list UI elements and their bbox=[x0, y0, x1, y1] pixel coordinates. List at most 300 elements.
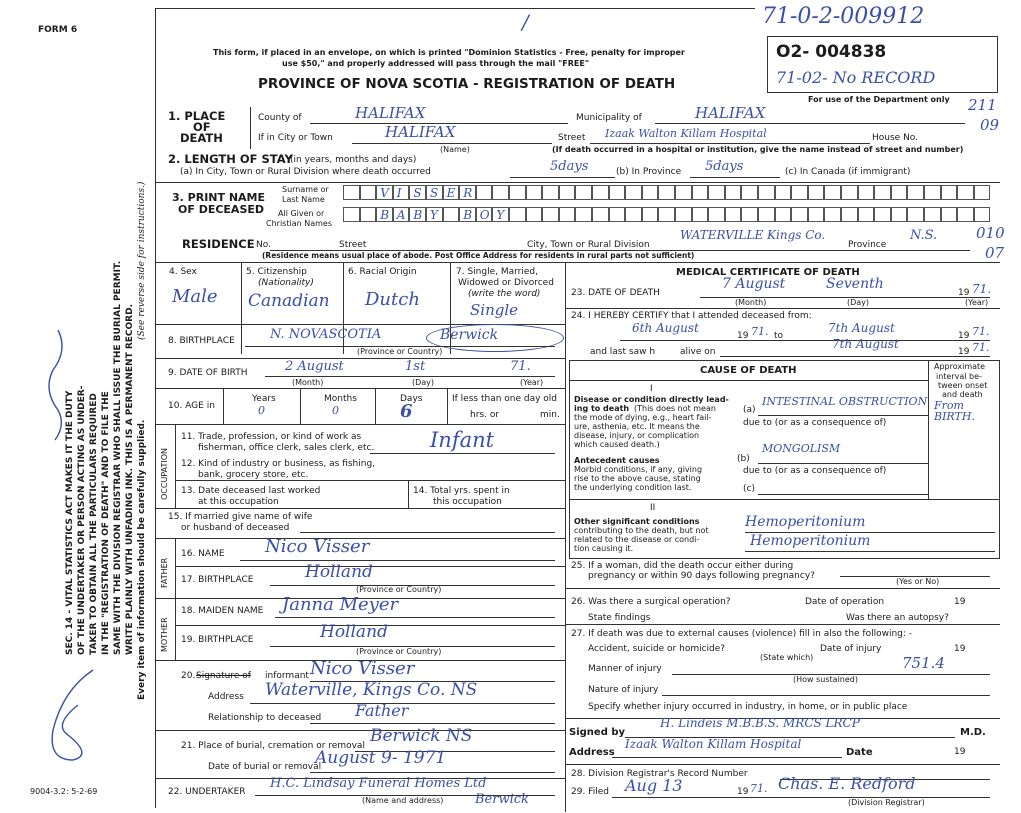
disease-label-5: ure, asthenia, etc. It means the bbox=[574, 422, 700, 431]
stay-province-value: 5days bbox=[705, 159, 744, 174]
dob-year-value: 71. bbox=[510, 359, 531, 374]
surname-label-1: Surname or bbox=[282, 185, 329, 194]
municipality-value: HALIFAX bbox=[695, 104, 766, 122]
approx-3: tween onset bbox=[938, 381, 988, 390]
form-code: 9004-3.2: 5-2-69 bbox=[30, 787, 98, 796]
pregnancy-caption: (Yes or No) bbox=[896, 577, 940, 586]
burial-date-value: August 9- 1971 bbox=[315, 748, 447, 768]
stay-city-value: 5days bbox=[550, 159, 589, 174]
attended-to-value: 7th August bbox=[828, 321, 895, 335]
name-letter-box bbox=[775, 207, 792, 222]
record-number-label: 28. Division Registrar's Record Number bbox=[571, 769, 748, 779]
address-value: Izaak Walton Killam Hospital bbox=[625, 737, 802, 751]
cause-c-label: (c) bbox=[743, 484, 755, 494]
informant-label-prefix: 20. bbox=[181, 671, 196, 681]
place-bracket bbox=[250, 107, 251, 149]
cause-b-label: (b) bbox=[737, 454, 750, 464]
marital-label-2: Widowed or Divorced bbox=[458, 278, 554, 288]
top-handwritten-number: 71-0-2-009912 bbox=[762, 4, 925, 29]
pregnancy-label-2: pregnancy or within 90 days following pregnancy? bbox=[588, 571, 815, 581]
age-days-label: Days bbox=[400, 394, 423, 404]
lt-day-hrs: hrs. or bbox=[470, 410, 500, 420]
name-letter-box bbox=[808, 207, 825, 222]
birthplace-caption: (Province or Country) bbox=[357, 347, 443, 356]
name-letter-box bbox=[360, 207, 377, 222]
name-letter-box bbox=[725, 207, 742, 222]
dod-nineteen: 19 bbox=[958, 288, 970, 298]
reverse-side-note: (See reverse side for instructions.) bbox=[137, 181, 147, 340]
name-letter-box bbox=[642, 207, 659, 222]
name-letter-box bbox=[924, 207, 941, 222]
code-010: 010 bbox=[976, 224, 1005, 242]
age-years-value: 0 bbox=[258, 404, 265, 417]
age-vline-2 bbox=[300, 388, 301, 424]
name-letter-box bbox=[957, 207, 974, 222]
divider-24-top bbox=[565, 308, 1000, 309]
name-letter-box bbox=[692, 207, 709, 222]
residence-city-value: WATERVILLE Kings Co. bbox=[680, 228, 826, 242]
divider-15-top bbox=[155, 508, 565, 509]
relationship-line bbox=[310, 723, 555, 724]
sex-value: Male bbox=[172, 286, 218, 307]
name-letter: Y bbox=[430, 208, 438, 222]
name-letter-box bbox=[658, 207, 675, 222]
name-letter-box bbox=[858, 185, 875, 200]
name-letter-box bbox=[957, 185, 974, 200]
name-letter-box bbox=[708, 207, 725, 222]
nature-line bbox=[662, 695, 990, 696]
occ-11-line bbox=[370, 453, 555, 454]
name-letter-box bbox=[874, 185, 891, 200]
name-label-1: 3. PRINT NAME bbox=[172, 191, 266, 204]
cause-a-label: (a) bbox=[743, 405, 756, 415]
undertaker-value: H.C. Lindsay Funeral Homes Ltd bbox=[270, 776, 487, 791]
occ-14-label-1: 14. Total yrs. spent in bbox=[413, 486, 510, 496]
name-letter-box bbox=[891, 185, 908, 200]
residence-province-label: Province bbox=[848, 240, 887, 250]
name-letter: S bbox=[430, 186, 439, 200]
dod-year-value: 71. bbox=[972, 282, 992, 296]
mother-name-value: Janna Meyer bbox=[282, 594, 399, 615]
cause-title-underline bbox=[569, 380, 928, 381]
cause-b-value: MONGOLISM bbox=[762, 442, 841, 455]
notice-line-2: use $50," and properly addressed will pass through the mail "FREE" bbox=[282, 59, 589, 68]
date-label: Date bbox=[846, 747, 873, 758]
name-letter-box bbox=[692, 185, 709, 200]
dob-label: 9. DATE OF BIRTH bbox=[168, 368, 248, 378]
date-injury-label: Date of injury bbox=[820, 644, 882, 654]
name-letter: R bbox=[463, 186, 473, 200]
roman-one: I bbox=[650, 384, 653, 394]
attended-line bbox=[620, 340, 990, 341]
age-vline-3 bbox=[375, 388, 376, 424]
other-line-2 bbox=[745, 551, 995, 552]
mother-name-line bbox=[275, 617, 555, 618]
occ-11-label-2: fisherman, office clerk, sales clerk, etc. bbox=[198, 443, 375, 453]
name-letter-box bbox=[592, 207, 609, 222]
house-no-label: House No. bbox=[872, 133, 919, 143]
mother-bp-value: Holland bbox=[320, 622, 388, 642]
citizenship-value: Canadian bbox=[248, 291, 330, 311]
divider-registrar-top bbox=[565, 764, 1000, 765]
name-letter-box bbox=[542, 207, 559, 222]
last-saw-19: 19 bbox=[958, 347, 970, 357]
street-value: Izaak Walton Killam Hospital bbox=[605, 127, 767, 140]
occ-11-label-1: 11. Trade, profession, or kind of work as bbox=[181, 432, 362, 442]
sec14-text-3: TAKER TO OBTAIN ALL THE PARTICULARS REQUIRED bbox=[89, 393, 99, 655]
supply-note: Every item of information should be carefully supplied. bbox=[137, 419, 147, 700]
stay-canada-label: (c) In Canada (if immigrant) bbox=[785, 167, 911, 177]
code-07: 07 bbox=[985, 244, 1005, 262]
sec14-text-2: OF THE UNDERTAKER OR PERSON ACTING AS UNDER- bbox=[77, 385, 87, 655]
dod-month-caption: (Month) bbox=[735, 298, 767, 307]
divider-27-top bbox=[565, 624, 1000, 625]
name-letter-box bbox=[741, 185, 758, 200]
date-operation-label: Date of operation bbox=[805, 597, 885, 607]
name-letter-box bbox=[758, 207, 775, 222]
disease-label-3: (This does not mean bbox=[634, 404, 716, 413]
informant-address-value: Waterville, Kings Co. NS bbox=[265, 680, 478, 700]
name-letter-box bbox=[824, 185, 841, 200]
informant-label: informant bbox=[265, 671, 309, 681]
name-letter-box bbox=[592, 185, 609, 200]
address-label: Address bbox=[569, 747, 615, 758]
name-letter-box bbox=[941, 185, 958, 200]
alive-on-label: alive on bbox=[680, 347, 716, 357]
name-letter-box bbox=[841, 207, 858, 222]
divider-26-top bbox=[565, 588, 1000, 589]
age-days-value: 6 bbox=[400, 401, 413, 422]
code-211: 211 bbox=[968, 96, 997, 114]
divider-burial-top bbox=[155, 730, 565, 731]
last-saw-year: 71. bbox=[972, 341, 990, 354]
name-letter-box bbox=[658, 185, 675, 200]
name-letter-box bbox=[741, 207, 758, 222]
dob-month-caption: (Month) bbox=[292, 378, 324, 387]
form-label: FORM 6 bbox=[38, 25, 78, 35]
name-letter: E bbox=[446, 186, 456, 200]
sec14-text-5: SAME WITH THE DIVISION REGISTRAR WHO SHALL ISSUE THE BURIAL PERMIT. bbox=[113, 260, 123, 655]
divider-age-top bbox=[155, 388, 565, 389]
father-side-label: FATHER bbox=[160, 557, 169, 588]
date-19: 19 bbox=[954, 747, 966, 757]
name-letter-box bbox=[559, 207, 576, 222]
disease-label-6: disease, injury, or complication bbox=[574, 431, 700, 440]
dob-year-caption: (Year) bbox=[520, 378, 544, 387]
sec14-text-4: IN THE "REGISTRATION OF DEATH" AND TO FILE THE bbox=[101, 391, 111, 655]
father-side-vline bbox=[175, 538, 176, 598]
place-label-1: 1. PLACE bbox=[168, 109, 226, 123]
informant-address-label: Address bbox=[208, 692, 244, 702]
name-letter-box bbox=[476, 185, 493, 200]
surgery-label: 26. Was there a surgical operation? bbox=[571, 597, 731, 607]
cause-b-line bbox=[758, 463, 928, 464]
father-name-line bbox=[240, 560, 555, 561]
roman-two: II bbox=[650, 503, 656, 513]
filed-19: 19 bbox=[737, 787, 749, 797]
name-letter-box bbox=[974, 185, 991, 200]
stay-province-line bbox=[690, 177, 780, 178]
citizenship-label-1: 5. Citizenship bbox=[246, 267, 307, 277]
dob-day-value: 1st bbox=[405, 359, 426, 374]
how-sustained-caption: (How sustained) bbox=[793, 675, 858, 684]
age-vline-1 bbox=[223, 388, 224, 424]
dod-day-value: Seventh bbox=[826, 276, 884, 292]
age-months-label: Months bbox=[324, 394, 357, 404]
name-letter-box bbox=[791, 185, 808, 200]
undertaker-label: 22. UNDERTAKER bbox=[168, 787, 246, 797]
burial-place-label: 21. Place of burial, cremation or removal bbox=[181, 741, 365, 751]
dob-month-value: 2 August bbox=[285, 359, 344, 374]
name-letter: V bbox=[380, 186, 389, 200]
date-operation-19: 19 bbox=[954, 597, 966, 607]
name-letter: B bbox=[380, 208, 390, 222]
spouse-label-2: or husband of deceased bbox=[181, 523, 290, 533]
age-vline-4 bbox=[447, 388, 448, 424]
surname-label-2: Last Name bbox=[282, 195, 325, 204]
nature-label: Nature of injury bbox=[588, 685, 659, 695]
undertaker-caption: (Name and address) bbox=[362, 796, 444, 805]
other-label-2: contributing to the death, but not bbox=[574, 526, 709, 535]
other-label-1: Other significant conditions bbox=[574, 517, 700, 526]
name-letter-box bbox=[609, 207, 626, 222]
dod-month-value: 7 August bbox=[722, 276, 786, 292]
other-value-1: Hemoperitonium bbox=[745, 514, 866, 530]
dob-line bbox=[265, 376, 555, 377]
top-border bbox=[155, 8, 755, 9]
filed-label: 29. Filed bbox=[571, 787, 609, 797]
disease-label-4: the mode of dying, e.g., heart fail- bbox=[574, 413, 712, 422]
lt-day-label: If less than one day old bbox=[452, 394, 558, 404]
name-letter-box bbox=[559, 185, 576, 200]
name-letter-box bbox=[526, 185, 543, 200]
birthplace-town-value: Berwick bbox=[440, 327, 499, 343]
dod-year-caption: (Year) bbox=[965, 298, 989, 307]
occ-14-vline bbox=[408, 480, 409, 508]
city-line bbox=[352, 143, 552, 144]
mother-bp-label: 19. BIRTHPLACE bbox=[181, 635, 254, 645]
father-bp-value: Holland bbox=[305, 562, 373, 582]
mother-side-label: MOTHER bbox=[160, 617, 169, 652]
burial-place-value: Berwick NS bbox=[370, 726, 473, 746]
attended-label: 24. I HEREBY CERTIFY that I attended deceased from: bbox=[571, 311, 812, 321]
name-label-2: OF DECEASED bbox=[178, 203, 265, 216]
county-label: County of bbox=[258, 113, 302, 123]
margin-handwritten-marks bbox=[18, 330, 98, 770]
racial-value: Dutch bbox=[365, 289, 420, 310]
marital-label-3: (write the word) bbox=[468, 289, 541, 299]
registration-number-handwritten: 71-02- No RECORD bbox=[776, 68, 936, 87]
name-letter-box bbox=[625, 207, 642, 222]
city-value: HALIFAX bbox=[385, 123, 456, 141]
md-label: M.D. bbox=[960, 727, 986, 738]
burial-date-line bbox=[310, 772, 555, 773]
vline-sex bbox=[241, 262, 242, 354]
medical-title: MEDICAL CERTIFICATE OF DEATH bbox=[676, 267, 860, 278]
last-saw-value: 7th August bbox=[832, 337, 899, 351]
name-letter: A bbox=[396, 208, 406, 222]
filed-value: Aug 13 bbox=[625, 776, 683, 795]
name-letter-box bbox=[509, 207, 526, 222]
informant-name-value: Nico Visser bbox=[310, 658, 415, 679]
occ-12-label-2: bank, grocery store, etc. bbox=[198, 470, 309, 480]
divider-occ-13 bbox=[175, 480, 565, 481]
name-letter: I bbox=[396, 186, 402, 200]
dob-day-caption: (Day) bbox=[412, 378, 435, 387]
municipality-line bbox=[655, 123, 965, 124]
name-letter-box bbox=[609, 185, 626, 200]
approx-1: Approximate bbox=[934, 362, 986, 371]
approx-2: interval be- bbox=[936, 372, 982, 381]
sec14-text-1: SEC. 14 - VITAL STATISTICS ACT MAKES IT THE DUTY bbox=[65, 390, 75, 655]
divider-occupation-top bbox=[155, 424, 565, 425]
occ-13-label-2: at this occupation bbox=[198, 497, 279, 507]
informant-label-struck: Signature of bbox=[196, 671, 251, 681]
given-label-2: Christian Names bbox=[266, 219, 332, 228]
antecedent-label-1: Antecedent causes bbox=[574, 456, 660, 465]
other-label-4: tion causing it. bbox=[574, 544, 634, 553]
place-label-2: OF bbox=[193, 120, 211, 134]
form-title: PROVINCE OF NOVA SCOTIA - REGISTRATION OF DEATH bbox=[258, 76, 676, 92]
length-of-stay-label: 2. LENGTH OF STAY bbox=[168, 152, 293, 166]
given-label-1: All Given or bbox=[278, 209, 325, 218]
burial-date-label: Date of burial or removal bbox=[208, 762, 322, 772]
attended-to-label: to bbox=[774, 331, 784, 341]
tick-mark: / bbox=[522, 10, 529, 34]
name-letter-box bbox=[675, 207, 692, 222]
cause-b-due: due to (or as a consequence of) bbox=[743, 466, 887, 476]
name-letter-box bbox=[343, 207, 360, 222]
mother-bp-caption: (Province or Country) bbox=[356, 647, 442, 656]
state-findings-label: State findings bbox=[588, 613, 651, 623]
external-cause-label: 27. If death was due to external causes (violence) fill in also the following: - bbox=[571, 629, 913, 639]
occ-14-label-2: this occupation bbox=[433, 497, 502, 507]
name-letter-box bbox=[907, 207, 924, 222]
registrar-caption: (Division Registrar) bbox=[848, 798, 925, 807]
name-letter-box bbox=[941, 207, 958, 222]
name-letter-box bbox=[443, 207, 460, 222]
name-letter-box bbox=[824, 207, 841, 222]
birthplace-value: N. NOVASCOTIA bbox=[270, 327, 382, 342]
name-letter-box bbox=[874, 207, 891, 222]
age-months-value: 0 bbox=[332, 404, 339, 417]
divider-name-top bbox=[155, 182, 1000, 183]
signed-value: H. Lindeis M.B.B.S. MRCS LRCP bbox=[660, 716, 860, 730]
city-name-caption: (Name) bbox=[440, 145, 470, 154]
residence-no-label: No. bbox=[256, 240, 271, 250]
municipality-label: Municipality of bbox=[576, 113, 642, 123]
county-value: HALIFAX bbox=[355, 104, 426, 122]
mother-name-label: 18. MAIDEN NAME bbox=[181, 606, 264, 616]
occ-13-label-1: 13. Date deceased last worked bbox=[181, 486, 321, 496]
hospital-note: (If death occurred in a hospital or institution, give the name instead of street and number) bbox=[552, 145, 964, 154]
name-letter-box bbox=[526, 207, 543, 222]
date-injury-19: 19 bbox=[954, 644, 966, 654]
lt-day-min: min. bbox=[540, 410, 560, 420]
antecedent-label-4: the underlying condition last. bbox=[574, 483, 692, 492]
approx-4: and death bbox=[942, 390, 983, 399]
relationship-label: Relationship to deceased bbox=[208, 713, 322, 723]
city-label: If in City or Town bbox=[258, 133, 333, 143]
registrar-signature: Chas. E. Redford bbox=[778, 774, 916, 793]
vline-center bbox=[565, 262, 566, 812]
cause-title: CAUSE OF DEATH bbox=[700, 365, 797, 376]
stay-city-label: (a) In City, Town or Rural Division where death occurred bbox=[180, 167, 431, 177]
last-saw-line bbox=[720, 356, 990, 357]
specify-label: Specify whether injury occurred in industry, in home, or in public place bbox=[588, 702, 908, 712]
divider-residence-bottom bbox=[155, 262, 1000, 263]
filed-line bbox=[612, 797, 990, 798]
antecedent-label-2: Morbid conditions, if any, giving bbox=[574, 465, 703, 474]
name-letter-box bbox=[625, 185, 642, 200]
cause-a-line bbox=[758, 415, 928, 416]
disease-label-2: ing to death bbox=[574, 404, 630, 413]
street-label: Street bbox=[558, 133, 586, 143]
occupation-side-vline bbox=[175, 424, 176, 508]
name-letter-box bbox=[542, 185, 559, 200]
father-name-label: 16. NAME bbox=[181, 549, 225, 559]
name-letter-box bbox=[509, 185, 526, 200]
name-letter-box bbox=[575, 185, 592, 200]
undertaker-town-value: Berwick bbox=[475, 792, 529, 807]
registration-number: O2- 004838 bbox=[776, 42, 887, 62]
name-letter: B bbox=[413, 208, 423, 222]
attended-to-year: 71. bbox=[972, 325, 990, 338]
address-line bbox=[612, 757, 842, 758]
name-letter-box bbox=[924, 185, 941, 200]
state-which-caption: (State which) bbox=[760, 653, 814, 662]
relationship-value: Father bbox=[355, 701, 409, 720]
marital-value: Single bbox=[470, 301, 519, 319]
attended-to-19: 19 bbox=[958, 331, 970, 341]
notice-line-1: This form, if placed in an envelope, on which is printed "Dominion Statistics - Free, penalty for improper bbox=[213, 48, 685, 57]
name-letter-box bbox=[841, 185, 858, 200]
name-letter: S bbox=[413, 186, 422, 200]
residence-label: RESIDENCE bbox=[182, 237, 255, 251]
occupation-side-label: OCCUPATION bbox=[160, 447, 169, 500]
citizenship-label-2: (Nationality) bbox=[258, 278, 314, 288]
name-letter-box bbox=[492, 185, 509, 200]
spouse-line bbox=[300, 532, 555, 533]
other-label-3: related to the disease or condi- bbox=[574, 535, 700, 544]
cause-a-due: due to (or as a consequence of) bbox=[743, 418, 887, 428]
name-letter-box bbox=[708, 185, 725, 200]
residence-note: (Residence means usual place of abode. Post Office Address for residents in rural parts not sufficient) bbox=[262, 251, 695, 260]
attended-from-value: 6th August bbox=[632, 321, 699, 335]
cause-c-line bbox=[758, 494, 928, 495]
stay-city-line bbox=[510, 177, 615, 178]
occupation-value: Infant bbox=[430, 428, 495, 452]
filed-year: 71. bbox=[750, 782, 768, 795]
occ-12-label-1: 12. Kind of industry or business, as fishing, bbox=[181, 459, 376, 469]
residence-city-label: City, Town or Rural Division bbox=[527, 240, 650, 250]
autopsy-label: Was there an autopsy? bbox=[846, 613, 949, 623]
name-letter-box bbox=[725, 185, 742, 200]
name-letter-box bbox=[360, 185, 377, 200]
stay-province-label: (b) In Province bbox=[616, 167, 682, 177]
place-label-3: DEATH bbox=[180, 131, 223, 145]
father-name-value: Nico Visser bbox=[265, 536, 370, 557]
cause-a-value: INTESTINAL OBSTRUCTION bbox=[762, 395, 928, 408]
name-letter: Y bbox=[496, 208, 505, 222]
birthplace-label: 8. BIRTHPLACE bbox=[168, 336, 235, 346]
name-letter-box bbox=[758, 185, 775, 200]
interval-a-value: From BIRTH. bbox=[934, 399, 975, 423]
age-years-label: Years bbox=[252, 394, 276, 404]
last-saw-label: and last saw h bbox=[590, 347, 656, 357]
name-letter: O bbox=[479, 208, 490, 222]
residence-street-label: Street bbox=[339, 240, 367, 250]
